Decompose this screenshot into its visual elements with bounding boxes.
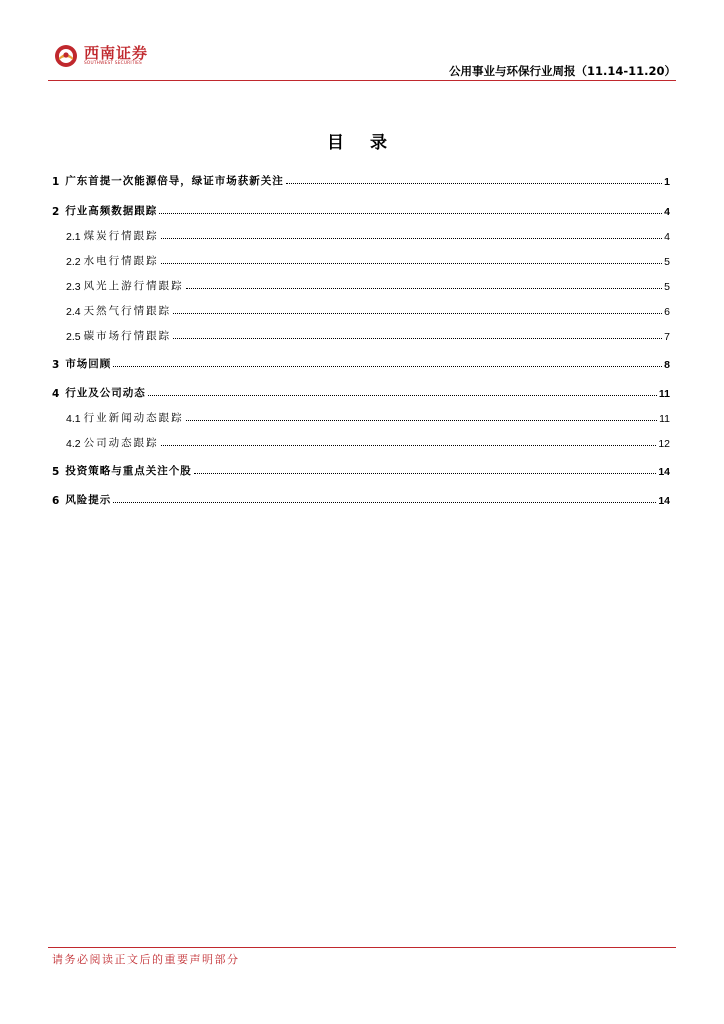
toc-entry-number: 2.1 <box>66 231 81 243</box>
leader-dots <box>161 444 657 446</box>
company-logo <box>54 44 148 68</box>
leader-dots <box>148 394 657 396</box>
leader-dots <box>194 472 657 474</box>
header-divider <box>48 80 676 81</box>
toc-entry-page: 4 <box>664 206 670 218</box>
report-title: 公用事业与环保行业周报（11.14-11.20） <box>448 64 676 78</box>
toc-entry-label: 风光上游行情跟踪 <box>83 280 184 292</box>
footer-disclaimer: 请务必阅读正文后的重要声明部分 <box>52 953 240 966</box>
toc-entry-page: 7 <box>664 331 670 343</box>
toc-heading: 目 录 <box>327 133 397 153</box>
leader-dots <box>173 312 662 314</box>
toc-entry-page: 14 <box>658 466 670 478</box>
toc-entry-label: 行业新闻动态跟踪 <box>83 412 184 424</box>
footer-divider <box>48 947 676 948</box>
leader-dots <box>173 337 662 339</box>
toc-entry-number: 4.1 <box>66 413 81 425</box>
toc-entry-page: 8 <box>664 359 670 371</box>
toc-entry-page: 11 <box>659 413 670 425</box>
toc-entry-number: 5 <box>52 466 60 478</box>
toc-entry[interactable] <box>52 353 670 371</box>
page-header <box>0 0 724 84</box>
toc-entry-label: 煤炭行情跟踪 <box>83 230 159 242</box>
toc-entry-label: 水电行情跟踪 <box>83 255 159 267</box>
leader-dots <box>113 365 662 367</box>
toc-subentry[interactable] <box>66 407 670 425</box>
toc-entry-page: 11 <box>658 388 670 400</box>
toc-entry-label: 行业及公司动态 <box>65 387 146 399</box>
toc-subentry[interactable] <box>66 275 670 293</box>
toc-entry[interactable] <box>52 170 670 188</box>
toc-entry-number: 1 <box>52 176 60 188</box>
toc-entry-page: 12 <box>658 438 670 450</box>
toc-entry-label: 广东首提一次能源倍导，绿证市场获新关注 <box>65 175 284 187</box>
toc-subentry[interactable] <box>66 300 670 318</box>
toc-entry-label: 投资策略与重点关注个股 <box>65 465 192 477</box>
toc-entry-page: 5 <box>664 281 670 293</box>
toc-subentry[interactable] <box>66 250 670 268</box>
logo-english-name: SOUTHWEST SECURITIES <box>84 61 142 66</box>
toc-entry-page: 5 <box>664 256 670 268</box>
toc-entry[interactable] <box>52 460 670 478</box>
toc-entry-label: 公司动态跟踪 <box>83 437 159 449</box>
leader-dots <box>186 287 663 289</box>
toc-entry-number: 6 <box>52 495 60 507</box>
toc-entry-number: 2.2 <box>66 256 81 268</box>
toc-entry-label: 天然气行情跟踪 <box>83 305 172 317</box>
logo-icon <box>54 44 78 68</box>
toc-entry[interactable] <box>52 200 670 218</box>
logo-chinese-name: 西南证券 <box>84 44 149 62</box>
toc-entry-label: 市场回顾 <box>65 358 112 370</box>
toc-entry-page: 1 <box>664 176 670 188</box>
leader-dots <box>161 262 663 264</box>
toc-entry-label: 碳市场行情跟踪 <box>83 330 172 342</box>
toc-entry-number: 4 <box>52 388 60 400</box>
toc-entry-number: 2.5 <box>66 331 81 343</box>
toc-entry-number: 2 <box>52 206 60 218</box>
toc-entry-number: 2.3 <box>66 281 81 293</box>
leader-dots <box>286 182 662 184</box>
toc-subentry[interactable] <box>66 325 670 343</box>
leader-dots <box>159 212 662 214</box>
leader-dots <box>113 501 656 503</box>
toc-subentry[interactable] <box>66 432 670 450</box>
toc-entry-number: 3 <box>52 359 60 371</box>
toc-entry-label: 行业高频数据跟踪 <box>65 205 158 217</box>
toc-entry-page: 4 <box>664 231 670 243</box>
leader-dots <box>186 419 657 421</box>
toc-entry-label: 风险提示 <box>65 494 112 506</box>
toc-entry[interactable] <box>52 489 670 507</box>
toc-entry[interactable] <box>52 382 670 400</box>
toc-subentry[interactable] <box>66 225 670 243</box>
toc-entry-number: 2.4 <box>66 306 81 318</box>
toc-entry-page: 6 <box>664 306 670 318</box>
leader-dots <box>161 237 663 239</box>
toc-entry-page: 14 <box>658 495 670 507</box>
toc-entry-number: 4.2 <box>66 438 81 450</box>
